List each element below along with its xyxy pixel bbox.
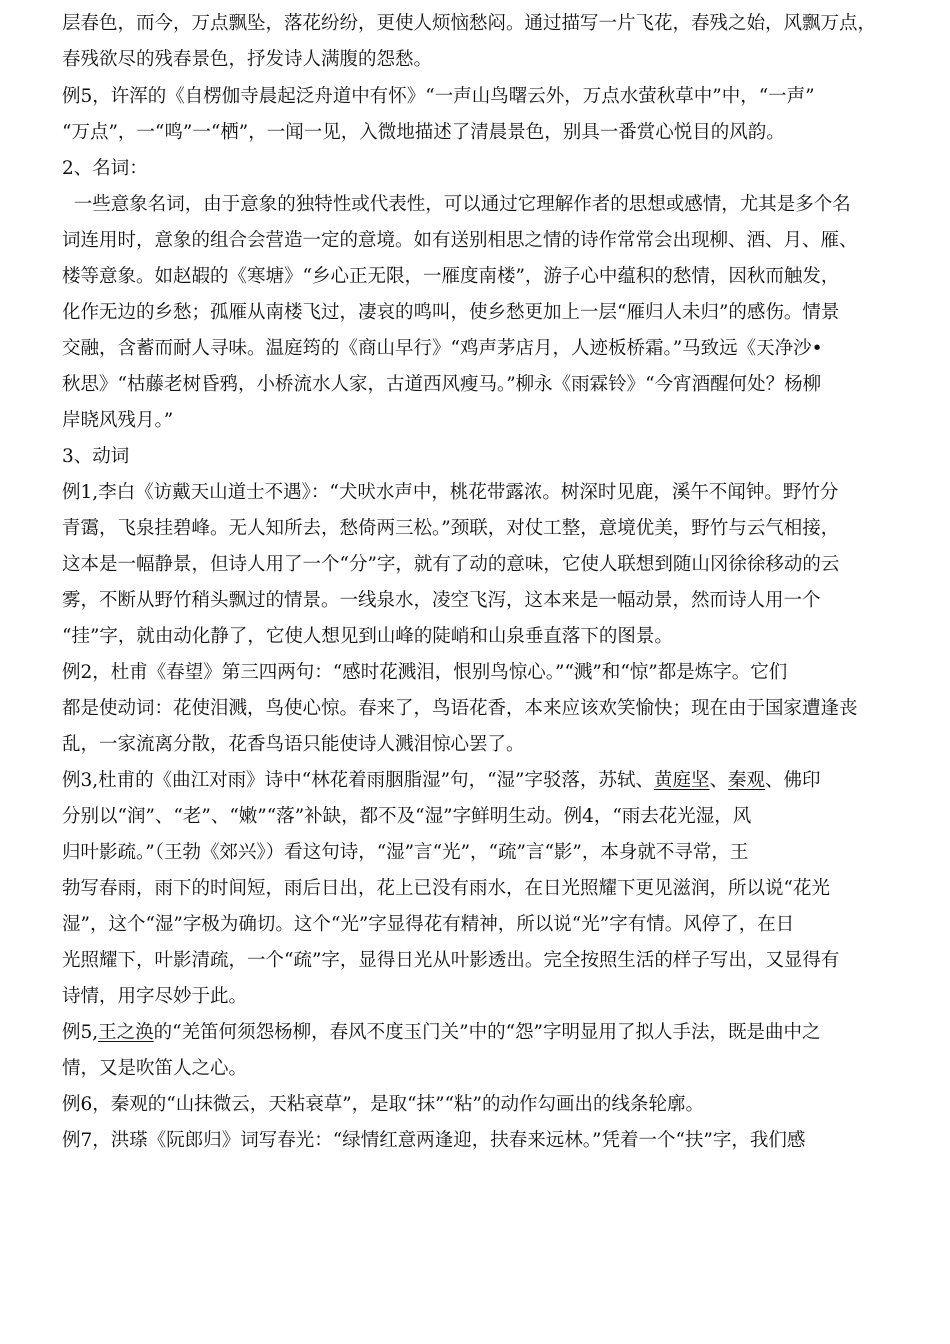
- underlined-name-link[interactable]: 秦观: [728, 770, 766, 791]
- text-line: 例6，秦观的“山抹微云，天粘衰草”，是取“抹”“粘”的动作勾画出的线条轮廓。: [62, 1094, 705, 1115]
- text-line: 都是使动词：花使泪溅，鸟使心惊。春来了，鸟语花香，本来应该欢笑愉快；现在由于国家遭逢丧: [62, 698, 858, 719]
- underlined-name-link[interactable]: 王之涣: [98, 1022, 154, 1043]
- underlined-name-link[interactable]: 黄庭坚: [654, 770, 710, 791]
- section-heading: 3、动词: [62, 446, 130, 467]
- text-segment: 、: [709, 770, 729, 791]
- text-line: 青霭，飞泉挂碧峰。无人知所去，愁倚两三松。”颈联，对仗工整，意境优美，野竹与云气相接，: [62, 518, 840, 539]
- text-line: 勃写春雨，雨下的时间短，雨后日出，花上已没有雨水，在日光照耀下更见滋润，所以说“花光: [62, 878, 830, 899]
- text-line: 归叶影疏。”（王勃《郊兴》）看这句诗，“湿”言“光”，“疏”言“影”，本身就不寻常，王: [62, 842, 749, 863]
- text-line: 雾，不断从野竹稍头飘过的情景。一线泉水，凌空飞泻，这本来是一幅动景，然而诗人用一个: [62, 590, 821, 611]
- section-heading: 2、名词：: [62, 158, 148, 179]
- text-line: “挂”字，就由动化静了，它使人想见到山峰的陡峭和山泉垂直落下的图景。: [62, 626, 673, 647]
- text-line: [62, 1021, 821, 1045]
- text-line: 化作无边的乡愁；孤雁从南楼飞过，凄哀的鸣叫，使乡愁更加上一层“雁归人未归”的感伤。情景: [62, 302, 840, 323]
- text-line: 光照耀下，叶影清疏，一个“疏”字，显得日光从叶影透出。完全按照生活的样子写出，又显得有: [62, 950, 840, 971]
- text-line: 这本是一幅静景，但诗人用了一个“分”字，就有了动的意味，它使人联想到随山冈徐徐移动的云: [62, 554, 840, 575]
- text-line: “万点”，一“鸣”一“栖”，一闻一见，入微地描述了清晨景色，别具一番赏心悦目的风韵。: [62, 122, 785, 143]
- text-segment: 、佛印: [765, 770, 821, 791]
- text-line: 湿”，这个“湿”字极为确切。这个“光”字显得花有精神，所以说“光”字有情。风停了，在日: [62, 914, 795, 935]
- text-line: 层春色，而今，万点飘坠，落花纷纷，更使人烦恼愁闷。通过描写一片飞花，春残之始，风飘万点，: [62, 13, 877, 34]
- text-line: 春残欲尽的残春景色，抒发诗人满腹的怨愁。: [62, 49, 433, 70]
- text-line: [62, 769, 821, 793]
- text-line: 例7，洪瑹《阮郎归》词写春光：“绿情红意两逢迎，扶春来远林。”凭着一个“扶”字，我们感: [62, 1130, 806, 1151]
- text-line: 乱，一家流离分散，花香鸟语只能使诗人溅泪惊心罢了。: [62, 734, 525, 755]
- text-line: 岸晓风残月。”: [62, 410, 174, 431]
- text-line: 例1,李白《访戴天山道士不遇》：“犬吠水声中，桃花带露浓。树深时见鹿，溪午不闻钟。野竹分: [62, 482, 839, 503]
- text-segment: 的“羌笛何须怨杨柳，春风不度玉门关”中的“怨”字明显用了拟人手法，既是曲中之: [153, 1022, 821, 1043]
- text-line: 交融，含蓄而耐人寻味。温庭筠的《商山早行》“鸡声茅店月，人迹板桥霜。”马致远《天净沙•: [62, 338, 823, 359]
- text-segment: 例3,杜甫的《曲江对雨》诗中“林花着雨胭脂湿”句，“湿”字驳落，苏轼、: [62, 770, 654, 791]
- text-line: 诗情，用字尽妙于此。: [62, 986, 248, 1007]
- text-line: 词连用时，意象的组合会营造一定的意境。如有送别相思之情的诗作常常会出现柳、酒、月、雁、: [62, 230, 858, 251]
- text-line: 情，又是吹笛人之心。: [62, 1058, 248, 1079]
- text-line: 秋思》“枯藤老树昏鸦，小桥流水人家，古道西风瘦马。”柳永《雨霖铃》“今宵酒醒何处？杨柳: [62, 374, 822, 395]
- text-line: 例5，许浑的《自楞伽寺晨起泛舟道中有怀》“一声山鸟曙云外，万点水萤秋草中”中，“一声”: [62, 86, 815, 107]
- text-line: 例2，杜甫《春望》第三四两句：“感时花溅泪，恨别鸟惊心。”“溅”和“惊”都是炼字。它们: [62, 662, 788, 683]
- text-line: 分别以“润”、“老”、“嫩”“落”补缺，都不及“湿”字鲜明生动。例4，“雨去花光湿，风: [62, 806, 752, 827]
- text-segment: 例5,: [62, 1022, 99, 1043]
- text-line: 一些意象名词，由于意象的独特性或代表性，可以通过它理解作者的思想或感情，尤其是多个名: [62, 194, 851, 215]
- text-line: 楼等意象。如赵嘏的《寒塘》“乡心正无限，一雁度南楼”，游子心中蕴积的愁情，因秋而触发，: [62, 266, 840, 287]
